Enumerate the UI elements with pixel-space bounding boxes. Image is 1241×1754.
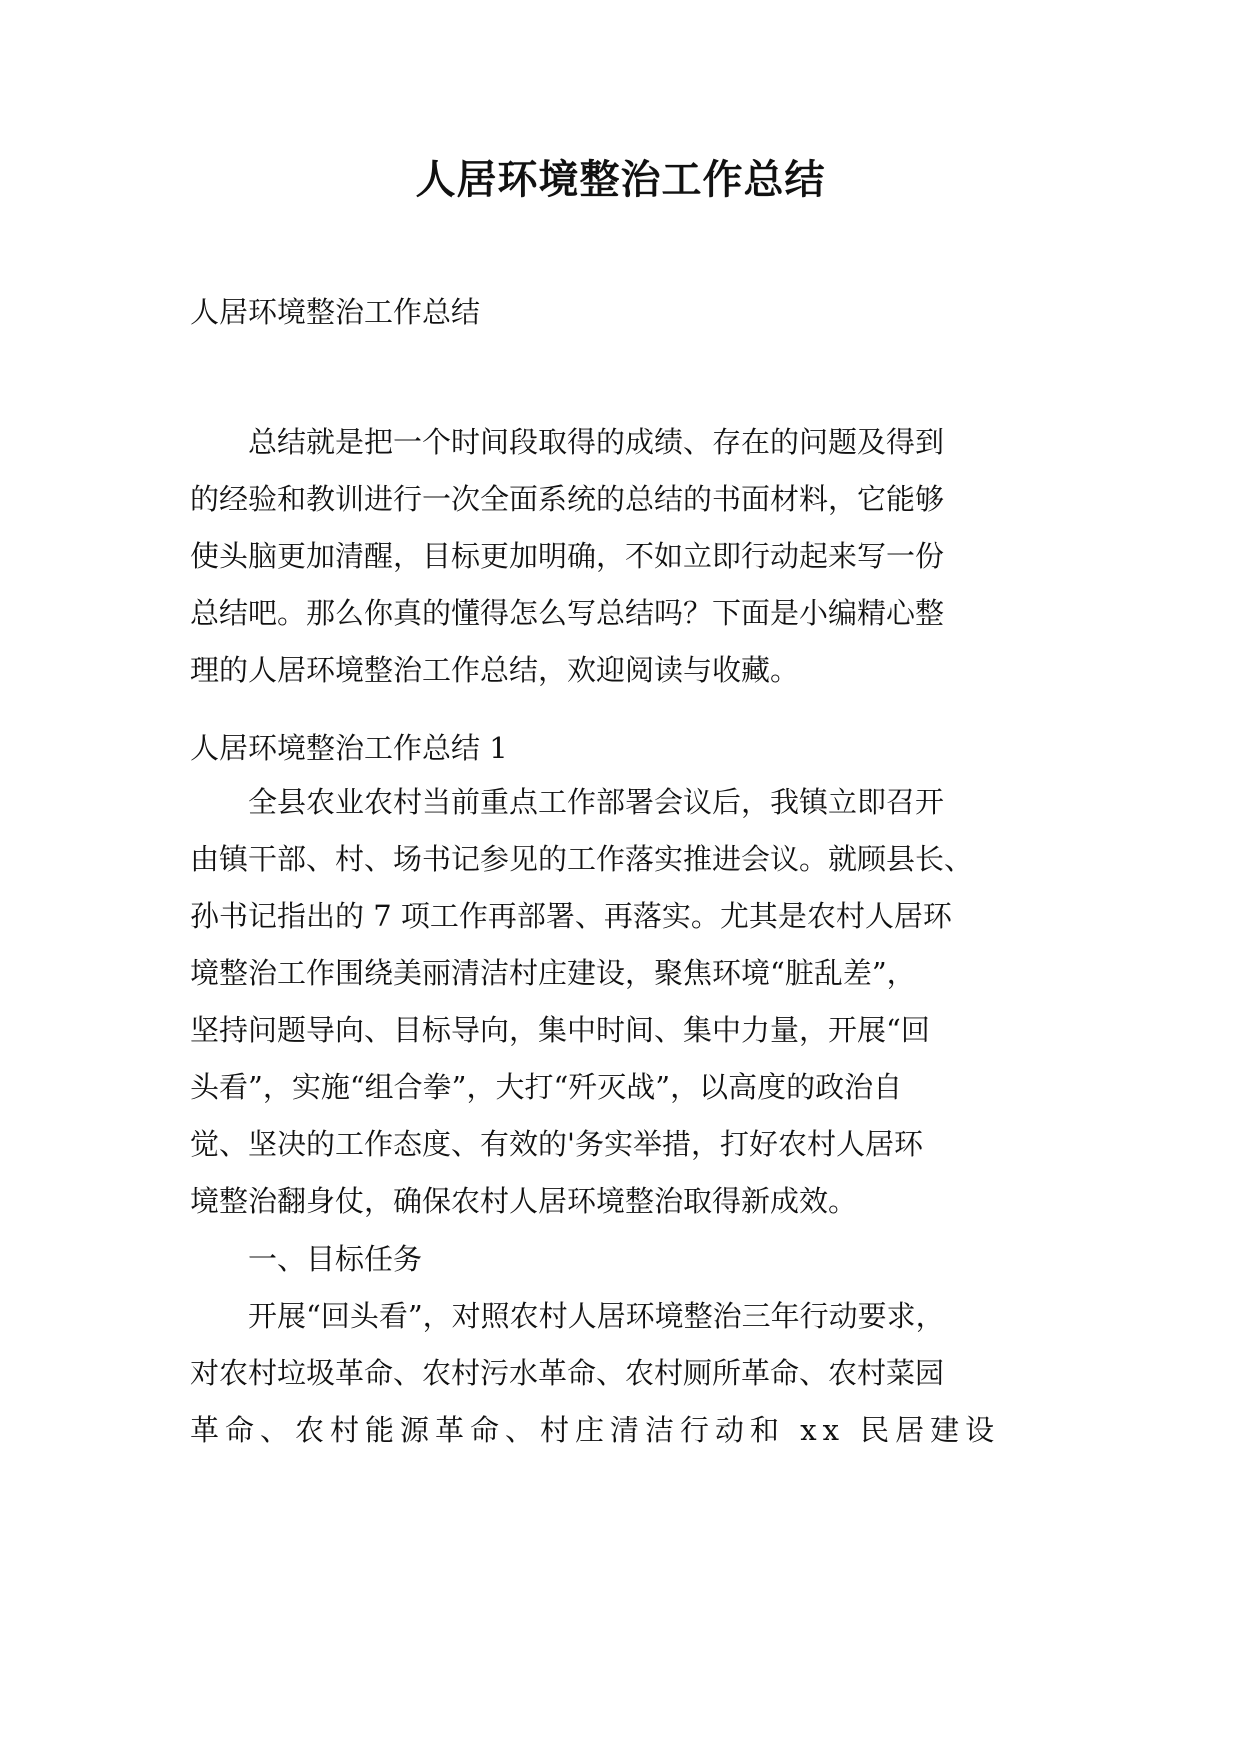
paragraph-line: 头看”，实施“组合拳”，大打“歼灭战”，以高度的政治自	[190, 1070, 903, 1104]
section1-paragraph	[190, 774, 1050, 1230]
section-heading: 人居环境整治工作总结 1	[190, 731, 508, 765]
document-subtitle: 人居环境整治工作总结	[190, 295, 481, 329]
paragraph-line: 理的人居环境整治工作总结，欢迎阅读与收藏。	[190, 653, 800, 687]
paragraph-line: 总结吧。那么你真的懂得怎么写总结吗？下面是小编精心整	[190, 596, 945, 630]
paragraph-line: 由镇干部、村、场书记参见的工作落实推进会议。就顾县长、	[190, 842, 974, 876]
paragraph-line: 孙书记指出的 7 项工作再部署、再落实。尤其是农村人居环	[190, 899, 952, 933]
intro-paragraph	[190, 414, 1050, 699]
paragraph-line: 全县农业农村当前重点工作部署会议后，我镇立即召开	[248, 785, 945, 819]
paragraph-line: 使头脑更加清醒，目标更加明确，不如立即行动起来写一份	[190, 539, 945, 573]
document-title: 人居环境整治工作总结	[415, 157, 826, 203]
paragraph-line: 革命、农村能源革命、村庄清洁行动和 xx 民居建设	[190, 1413, 1001, 1447]
paragraph-line: 总结就是把一个时间段取得的成绩、存在的问题及得到	[248, 425, 945, 459]
paragraph-line: 对农村垃圾革命、农村污水革命、农村厕所革命、农村菜园	[190, 1356, 945, 1390]
paragraph-line: 的经验和教训进行一次全面系统的总结的书面材料，它能够	[190, 482, 945, 516]
paragraph-line: 觉、坚决的工作态度、有效的'务实举措，打好农村人居环	[190, 1127, 923, 1161]
subheading-goals: 一、目标任务	[248, 1242, 423, 1276]
paragraph-line: 坚持问题导向、目标导向，集中时间、集中力量，开展“回	[190, 1013, 930, 1047]
task-paragraph	[190, 1288, 1050, 1459]
paragraph-line: 境整治工作围绕美丽清洁村庄建设，聚焦环境“脏乱差”，	[190, 956, 916, 990]
paragraph-line: 开展“回头看”，对照农村人居环境整治三年行动要求，	[248, 1299, 945, 1333]
paragraph-line: 境整治翻身仗，确保农村人居环境整治取得新成效。	[190, 1184, 858, 1218]
